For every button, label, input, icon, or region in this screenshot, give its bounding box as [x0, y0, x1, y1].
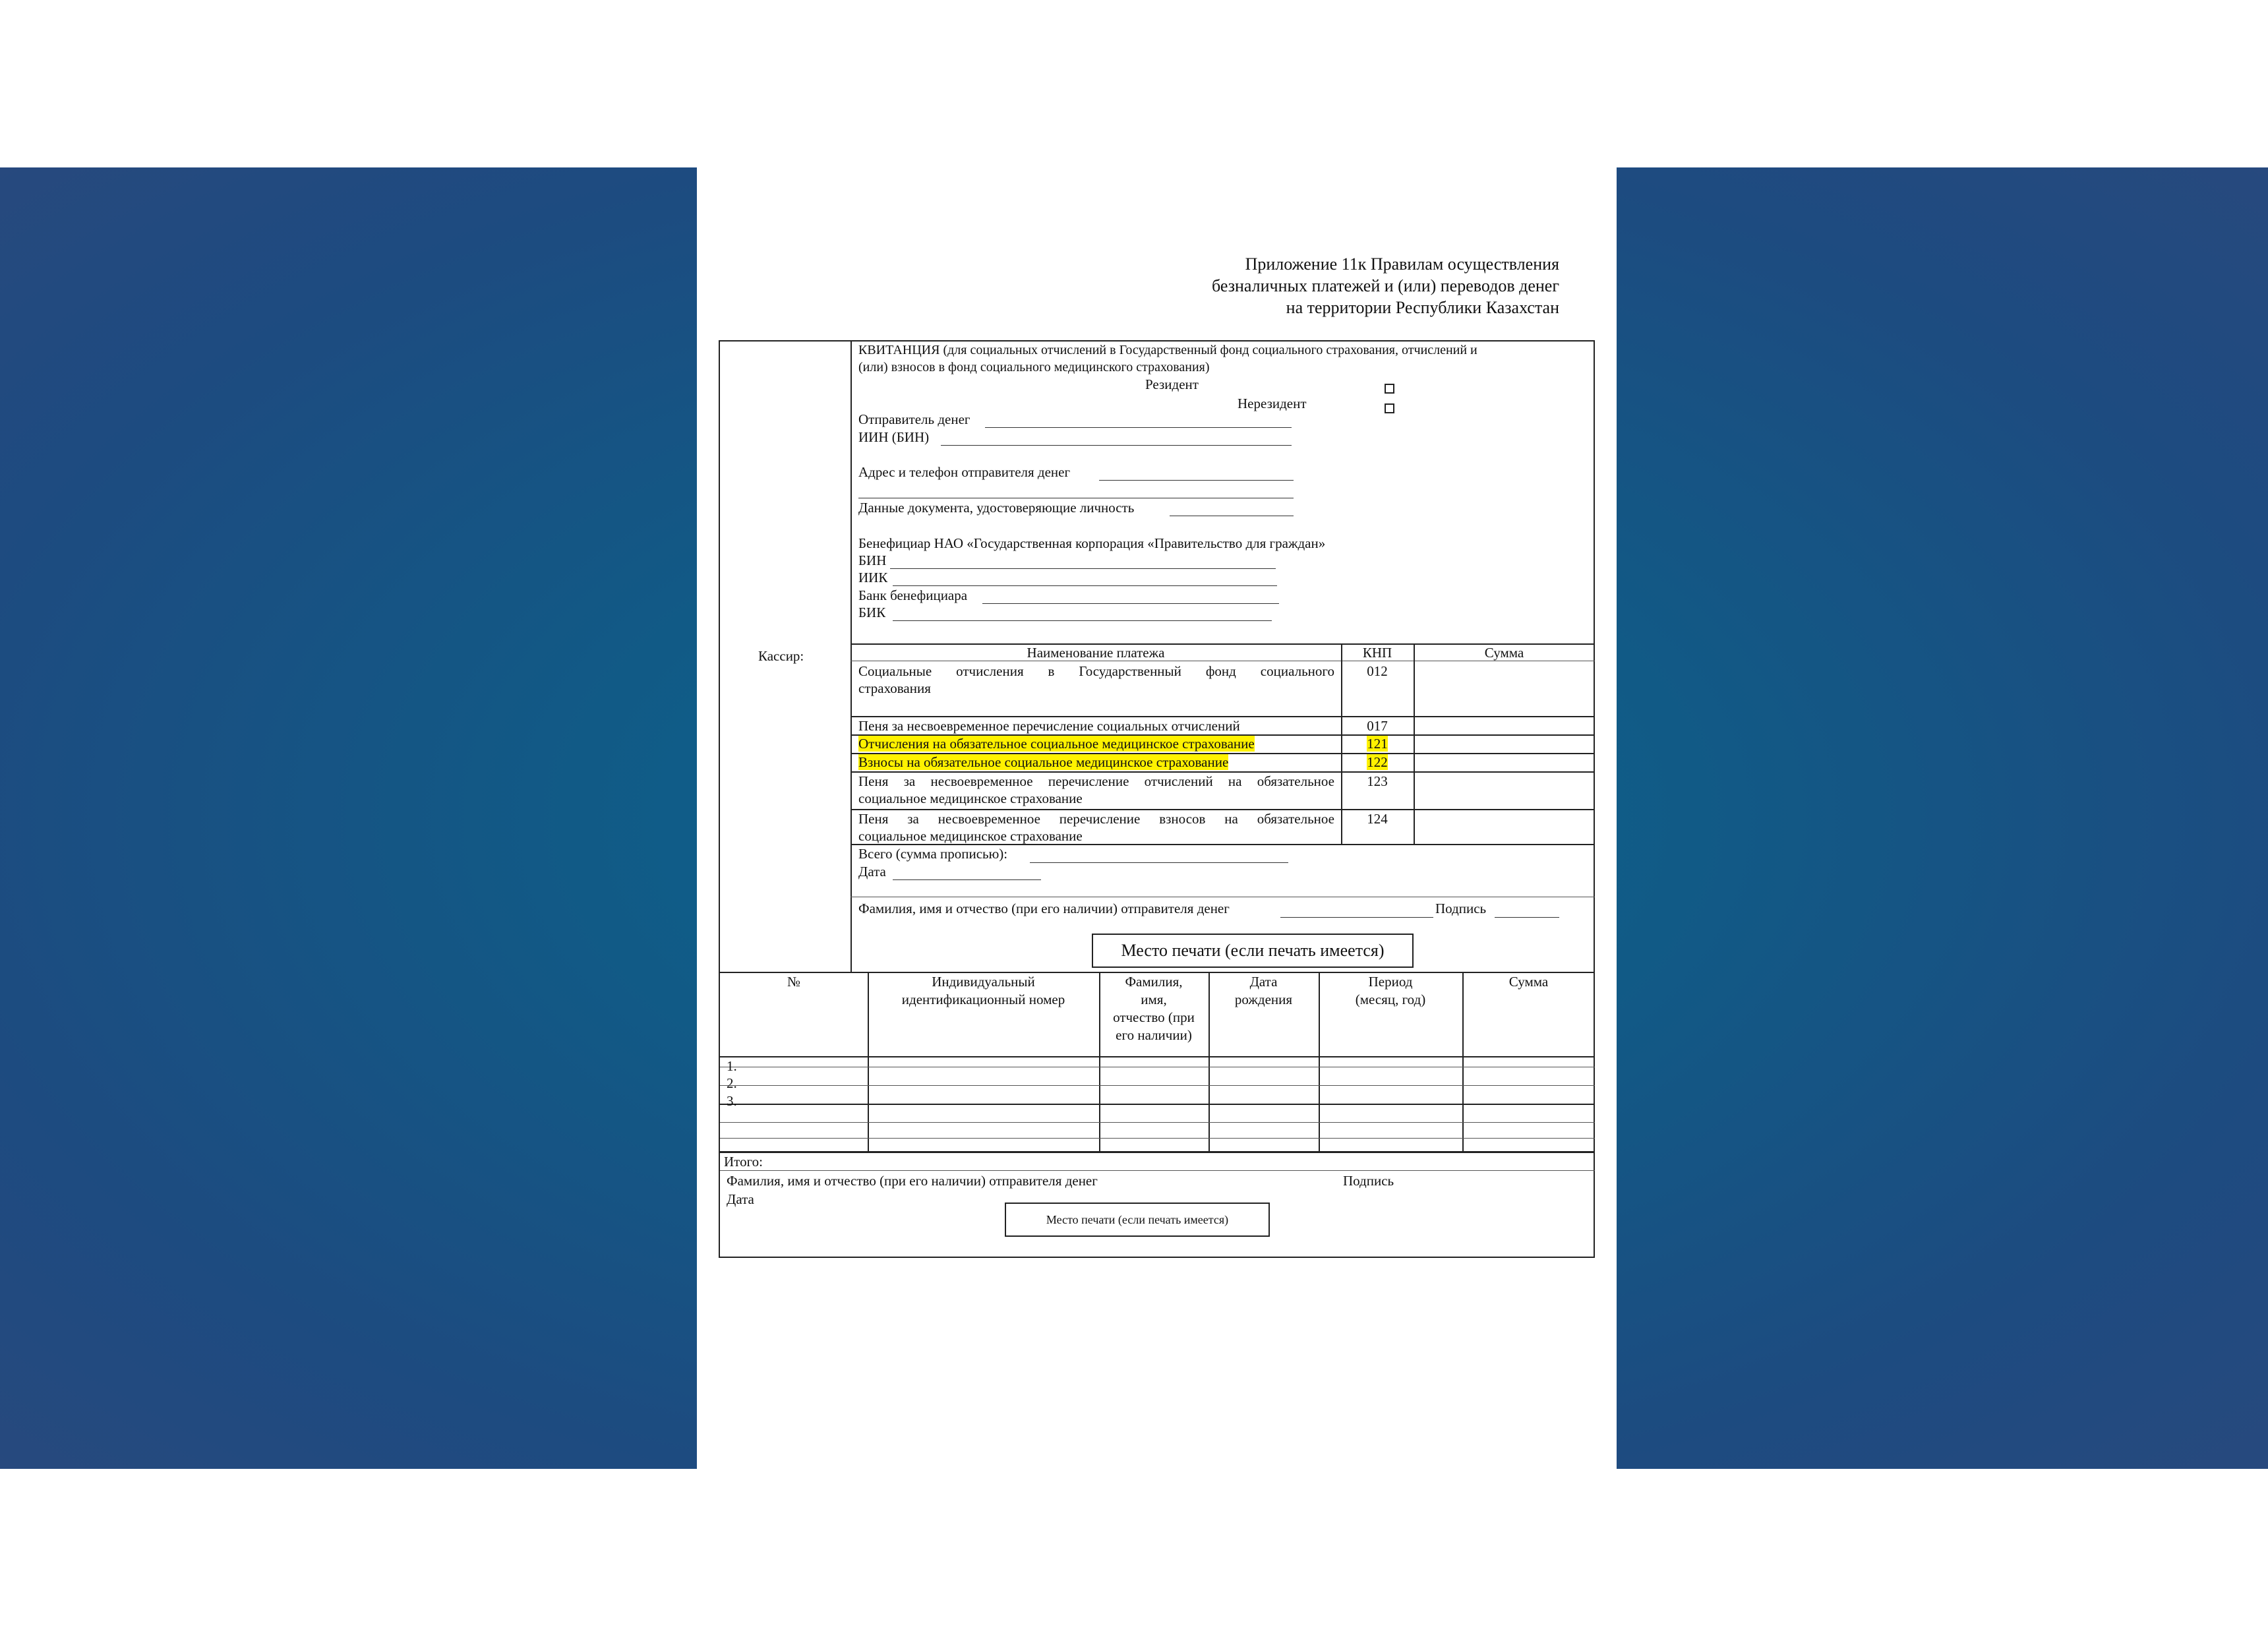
address-field[interactable] [1099, 480, 1294, 481]
row-number-3: 3. [727, 1093, 737, 1109]
payment-table-bottom-border [850, 844, 1595, 845]
date-field[interactable] [893, 879, 1041, 880]
bik-field[interactable] [893, 620, 1272, 621]
iin-label: ИИН (БИН) [858, 429, 930, 445]
people-period-header [1319, 973, 1462, 1009]
payment-row-017-knp: 017 [1367, 718, 1388, 734]
payment-row-121-name [858, 736, 1255, 752]
header-line-1: Приложение 11к Правилам осуществления [1245, 254, 1559, 274]
nonresident-checkbox[interactable] [1385, 403, 1394, 413]
payment-row-124-name-2: социальное медицинское страхование [858, 828, 1083, 844]
people-iin-header-line-1: Индивидуальный [932, 974, 1035, 990]
stamp-placeholder: Место печати (если печать имеется) [1092, 934, 1414, 968]
payment-row-124-knp: 124 [1367, 811, 1388, 827]
sum-header: Сумма [1484, 645, 1524, 661]
cashier-label: Кассир: [758, 648, 804, 664]
bin-field[interactable] [890, 568, 1276, 569]
header-line-2: безналичных платежей и (или) переводов денег [1211, 276, 1559, 295]
payment-row-123-name-2: социальное медицинское страхование [858, 790, 1083, 806]
receipt-title [858, 342, 1590, 376]
total-border [720, 1170, 1595, 1171]
appendix-header [1212, 253, 1559, 318]
iik-field[interactable] [893, 585, 1277, 586]
payment-row-123-name: Пеня за несвоевременное перечисление отчислений на обязательное [858, 773, 1334, 789]
people-fio-header-line-2: имя, [1141, 992, 1167, 1007]
people-no-header: № [787, 974, 801, 990]
iin-field[interactable] [941, 445, 1292, 446]
fio-line-label: Фамилия, имя и отчество (при его наличии) отправителя денег [858, 901, 1230, 916]
highlighted-knp: 122 [1367, 754, 1388, 770]
bank-field[interactable] [982, 603, 1279, 604]
table-row [720, 1104, 1595, 1105]
total-words-label: Всего (сумма прописью): [858, 846, 1008, 862]
people-header-border [720, 1056, 1595, 1057]
beneficiary-label: Бенефициар НАО «Государственная корпорация «Правительство для граждан» [858, 535, 1326, 551]
people-fio-header-line-3: отчество (при [1113, 1009, 1195, 1025]
footer-date-label: Дата [727, 1191, 754, 1207]
total-words-field[interactable] [1030, 862, 1288, 863]
people-fio-header-line-4: его наличии) [1116, 1027, 1192, 1043]
fio-field[interactable] [1280, 917, 1433, 918]
payment-name-header: Наименование платежа [1027, 645, 1165, 661]
sender-label: Отправитель денег [858, 411, 970, 427]
address-label: Адрес и телефон отправителя денег [858, 464, 1071, 480]
people-period-header-line-2: (месяц, год) [1355, 992, 1426, 1007]
footer-signature-label: Подпись [1343, 1173, 1394, 1189]
header-line-3: на территории Республики Казахстан [1286, 298, 1559, 317]
table-row [720, 1122, 1595, 1123]
highlighted-text: Взносы на обязательное социальное медицинское страхование [858, 754, 1229, 770]
payment-row-017-name: Пеня за несвоевременное перечисление социальных отчислений [858, 718, 1240, 734]
payment-row-122-name [858, 754, 1228, 771]
table-row [720, 1138, 1595, 1139]
nonresident-label: Нерезидент [1238, 396, 1307, 411]
resident-checkbox[interactable] [1385, 384, 1394, 394]
knp-header: КНП [1362, 645, 1392, 661]
bin-label: БИН [858, 552, 887, 568]
receipt-title-line-1: КВИТАНЦИЯ (для социальных отчислений в Государственный фонд социального страхования, отчислений и [858, 343, 1477, 357]
bank-label: Банк бенефициара [858, 587, 968, 603]
people-dob-header-line-2: рождения [1234, 992, 1293, 1007]
iik-label: ИИК [858, 570, 888, 585]
signature-label: Подпись [1435, 901, 1487, 916]
payment-row-012-knp: 012 [1367, 663, 1388, 679]
payment-row-012-name: Социальные отчисления в Государственный фонд социального [858, 663, 1334, 679]
payment-row-123-knp: 123 [1367, 773, 1388, 789]
payment-row-121-knp [1341, 736, 1414, 752]
people-iin-header [868, 973, 1099, 1009]
bik-label: БИК [858, 605, 886, 620]
people-col-divider [1462, 972, 1464, 1151]
row-number-1: 1. [727, 1058, 737, 1074]
people-fio-header [1099, 973, 1209, 1044]
people-dob-header [1209, 973, 1319, 1009]
total-label: Итого: [724, 1154, 763, 1170]
people-fio-header-line-1: Фамилия, [1125, 974, 1183, 990]
footer-fio-label: Фамилия, имя и отчество (при его наличии) отправителя денег [727, 1173, 1098, 1189]
highlighted-text: Отчисления на обязательное социальное медицинское страхование [858, 736, 1255, 752]
highlighted-knp: 121 [1367, 736, 1388, 752]
people-dob-header-line-1: Дата [1249, 974, 1278, 990]
document-label: Данные документа, удостоверяющие личность [858, 500, 1135, 516]
payment-row-012-name-2: страхования [858, 680, 931, 696]
receipt-form [719, 340, 1595, 1258]
payment-row-122-knp [1341, 754, 1414, 771]
table-row [720, 1085, 1595, 1086]
people-sum-header: Сумма [1508, 974, 1549, 990]
date-label: Дата [858, 864, 886, 879]
sender-field[interactable] [985, 427, 1292, 428]
payment-row-124-name: Пеня за несвоевременное перечисление взносов на обязательное [858, 811, 1334, 827]
sum-column-divider [1414, 643, 1415, 844]
people-iin-header-line-2: идентификационный номер [901, 992, 1065, 1007]
people-period-header-line-1: Период [1368, 974, 1413, 990]
resident-label: Резидент [1145, 376, 1199, 392]
people-table-bottom-border [720, 1151, 1595, 1153]
receipt-title-line-2: (или) взносов в фонд социального медицинского страхования) [858, 360, 1210, 374]
signature-field[interactable] [1495, 917, 1559, 918]
document-page [697, 167, 1617, 1469]
row-number-2: 2. [727, 1075, 737, 1091]
footer-stamp-placeholder: Место печати (если печать имеется) [1005, 1203, 1270, 1237]
